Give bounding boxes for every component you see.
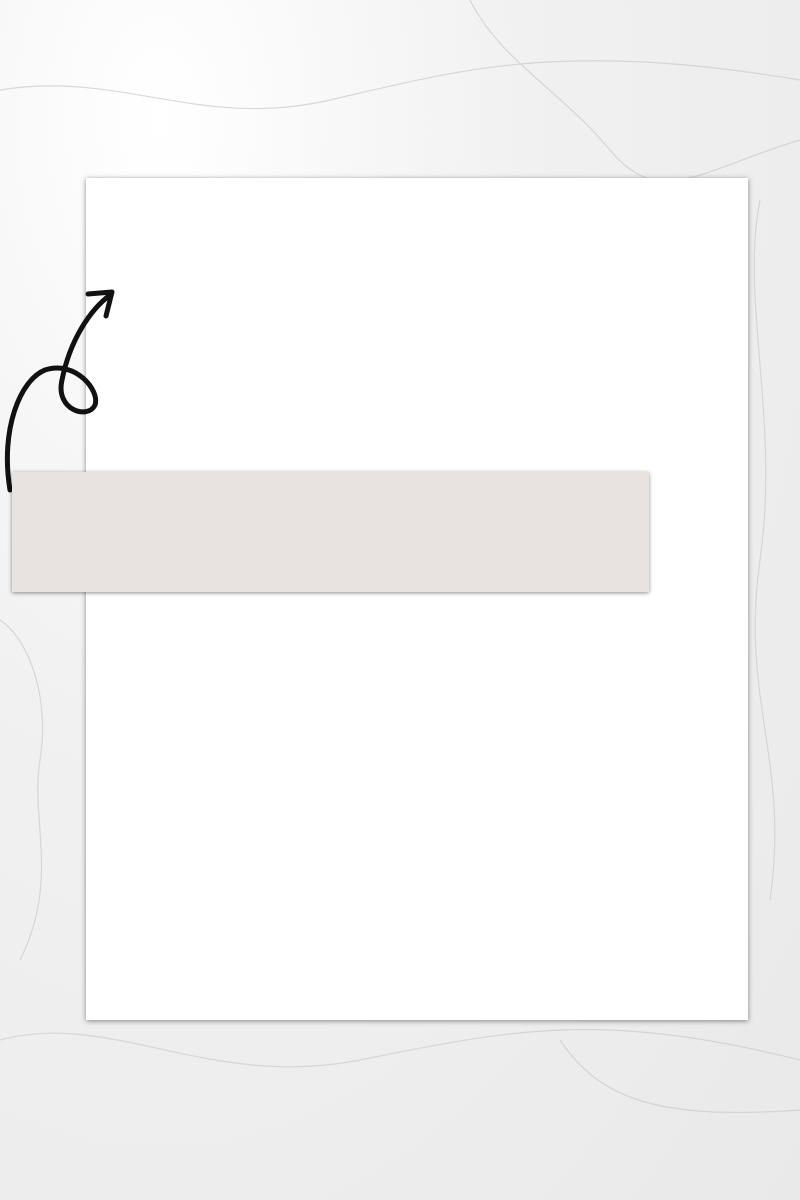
- callout-text: [22, 504, 639, 539]
- instruction-callout: [12, 472, 649, 592]
- curved-arrow-icon: [0, 280, 130, 500]
- subscription-tracker-sheet: [86, 178, 748, 1020]
- tracker-table-lines: [86, 178, 748, 1020]
